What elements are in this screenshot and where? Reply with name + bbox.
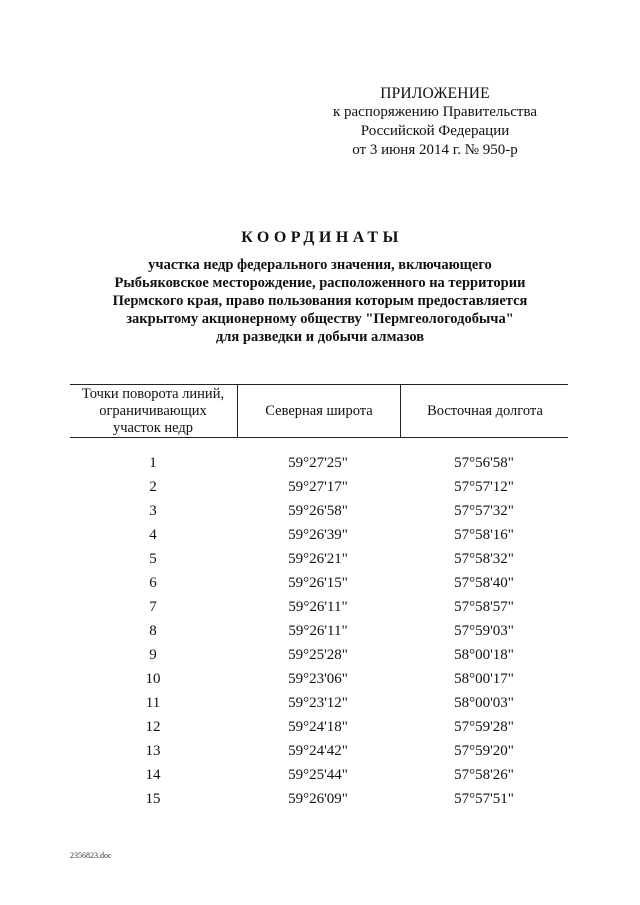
table-row	[70, 547, 568, 571]
longitude-value: 57°58'57"	[454, 599, 514, 615]
latitude-value: 59°27'17"	[288, 479, 348, 495]
point-number: 6	[149, 575, 157, 591]
subtitle-line: участка недр федерального значения, включающего	[148, 257, 492, 273]
appendix-line: Российской Федерации	[360, 123, 510, 139]
latitude-value: 59°26'39"	[288, 527, 348, 543]
table-row	[70, 571, 568, 595]
point-number: 13	[145, 743, 161, 759]
document-title: КООРДИНАТЫ	[241, 229, 403, 246]
longitude-value: 57°57'12"	[454, 479, 514, 495]
subtitle-line: Рыбьяковское месторождение, расположенного на территории	[114, 275, 526, 291]
latitude-value: 59°25'28"	[288, 647, 348, 663]
table-row	[70, 475, 568, 499]
appendix-block	[300, 84, 570, 160]
point-number: 11	[145, 695, 161, 711]
point-number: 4	[149, 527, 157, 543]
file-name: 2356823.doc	[70, 851, 112, 860]
subtitle-line: закрытому акционерному обществу "Пермгеологодобыча"	[126, 311, 514, 327]
header-points-line: Точки поворота линий,	[81, 385, 225, 402]
longitude-value: 57°57'51"	[454, 791, 514, 807]
header-points-line: участок недр	[112, 419, 194, 436]
latitude-value: 59°23'06"	[288, 671, 348, 687]
appendix-heading: ПРИЛОЖЕНИЕ	[380, 85, 490, 102]
longitude-value: 57°56'58"	[454, 455, 514, 471]
latitude-value: 59°26'58"	[288, 503, 348, 519]
longitude-value: 57°58'40"	[454, 575, 514, 591]
table-row	[70, 523, 568, 547]
point-number: 15	[145, 791, 161, 807]
table-row	[70, 667, 568, 691]
latitude-value: 59°26'11"	[288, 623, 348, 639]
latitude-value: 59°26'15"	[288, 575, 348, 591]
longitude-value: 58°00'03"	[454, 695, 514, 711]
latitude-value: 59°27'25"	[288, 455, 348, 471]
longitude-value: 57°58'32"	[454, 551, 514, 567]
latitude-value: 59°26'11"	[288, 599, 348, 615]
header-points	[70, 385, 236, 437]
table-row	[70, 595, 568, 619]
table-row	[70, 691, 568, 715]
table-row	[70, 715, 568, 739]
table-row	[70, 643, 568, 667]
latitude-value: 59°24'18"	[288, 719, 348, 735]
point-number: 10	[145, 671, 161, 687]
table-row	[70, 451, 568, 475]
latitude-value: 59°26'21"	[288, 551, 348, 567]
latitude-value: 59°25'44"	[288, 767, 348, 783]
table-row	[70, 787, 568, 811]
point-number: 12	[145, 719, 161, 735]
header-points-line: ограничивающих	[99, 402, 207, 419]
latitude-value: 59°23'12"	[288, 695, 348, 711]
longitude-value: 57°59'03"	[454, 623, 514, 639]
point-number: 1	[149, 455, 157, 471]
latitude-value: 59°26'09"	[288, 791, 348, 807]
appendix-date-line: от 3 июня 2014 г. № 950-р	[352, 142, 518, 158]
longitude-value: 57°58'16"	[454, 527, 514, 543]
point-number: 3	[149, 503, 157, 519]
longitude-value: 58°00'17"	[454, 671, 514, 687]
table-row	[70, 739, 568, 763]
longitude-value: 57°59'20"	[454, 743, 514, 759]
header-longitude: Восточная долгота	[400, 385, 569, 437]
table-row	[70, 499, 568, 523]
table-row	[70, 619, 568, 643]
point-number: 14	[145, 767, 161, 783]
subtitle-line: Пермского края, право пользования которым предоставляется	[112, 293, 528, 309]
longitude-value: 57°59'28"	[454, 719, 514, 735]
point-number: 7	[149, 599, 157, 615]
point-number: 2	[149, 479, 157, 495]
point-number: 8	[149, 623, 157, 639]
point-number: 5	[149, 551, 157, 567]
header-latitude: Северная широта	[237, 385, 400, 437]
document-subtitle	[0, 256, 640, 346]
table-row	[70, 763, 568, 787]
longitude-value: 58°00'18"	[454, 647, 514, 663]
coordinates-table-body	[70, 451, 568, 811]
table-header	[70, 384, 568, 438]
subtitle-line: для разведки и добычи алмазов	[215, 329, 425, 345]
latitude-value: 59°24'42"	[288, 743, 348, 759]
appendix-line: к распоряжению Правительства	[332, 104, 537, 120]
point-number: 9	[149, 647, 157, 663]
longitude-value: 57°57'32"	[454, 503, 514, 519]
longitude-value: 57°58'26"	[454, 767, 514, 783]
